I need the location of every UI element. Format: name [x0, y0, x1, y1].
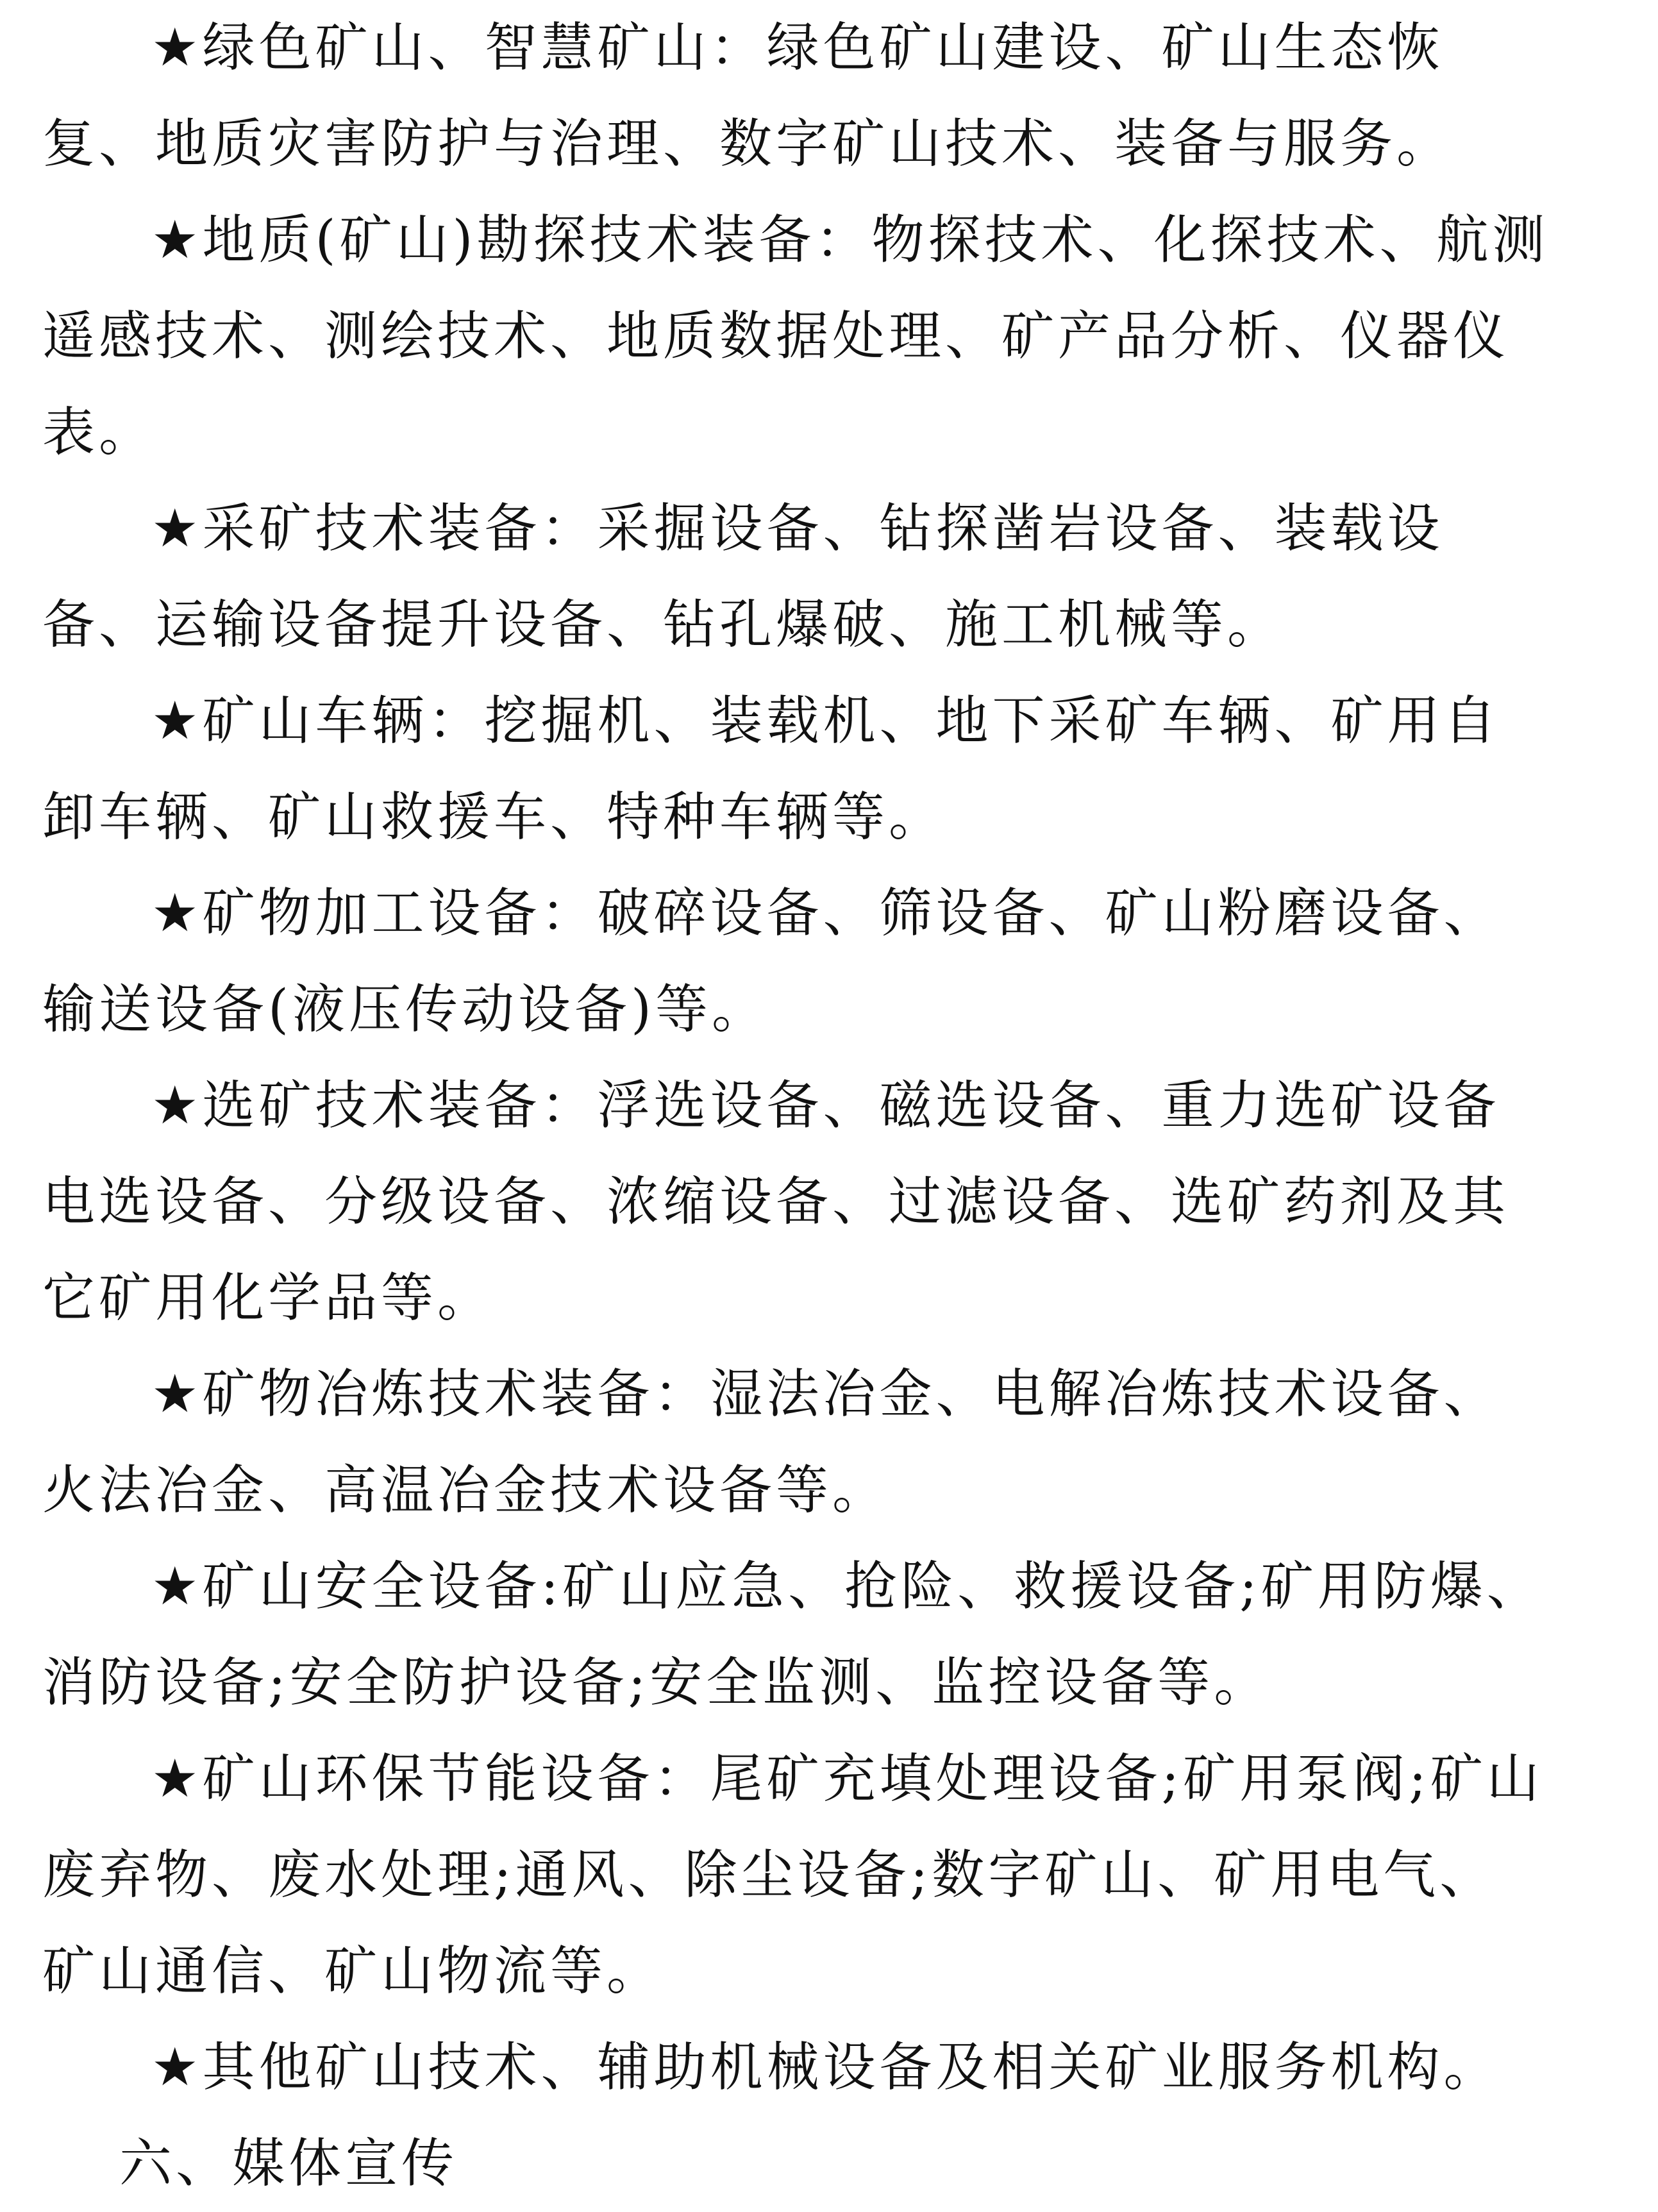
- star-bullet-icon: ★: [151, 691, 203, 751]
- exhibit-item-environmental: [42, 1731, 1549, 2020]
- item-text: 矿山安全设备:矿山应急、抢险、救援设备;矿用防爆、消防设备;安全防护设备;安全监测、监控设备等。: [42, 1556, 1543, 1713]
- item-text: 选矿技术装备：浮选设备、磁选设备、重力选矿设备电选设备、分级设备、浓缩设备、过滤设备、选矿药剂及其它矿用化学品等。: [42, 1075, 1510, 1328]
- item-text: 矿山环保节能设备：尾矿充填处理设备;矿用泵阀;矿山废弃物、废水处理;通风、除尘设备;数字矿山、矿用电气、矿山通信、矿山物流等。: [42, 1748, 1543, 2002]
- star-bullet-icon: ★: [151, 17, 203, 78]
- exhibit-item-mine-safety: [42, 1539, 1549, 1731]
- exhibit-item-geological-exploration: [42, 192, 1549, 481]
- exhibit-item-smelting: [42, 1346, 1549, 1539]
- item-text: 地质(矿山)勘探技术装备：物探技术、化探技术、航测遥感技术、测绘技术、地质数据处理、矿产品分析、仪器仪表。: [42, 210, 1549, 463]
- star-bullet-icon: ★: [151, 210, 203, 271]
- exhibit-item-mining-vehicles: [42, 673, 1549, 866]
- star-bullet-icon: ★: [151, 883, 203, 944]
- item-text: 矿物冶炼技术装备：湿法冶金、电解冶炼技术设备、火法冶金、高温冶金技术设备等。: [42, 1364, 1500, 1521]
- star-bullet-icon: ★: [151, 2037, 203, 2098]
- star-bullet-icon: ★: [151, 1556, 203, 1617]
- star-bullet-icon: ★: [151, 498, 203, 559]
- section-heading-media: 六、媒体宣传: [119, 2133, 458, 2194]
- item-text: 采矿技术装备：采掘设备、钻探凿岩设备、装载设备、运输设备提升设备、钻孔爆破、施工机械等。: [42, 498, 1444, 655]
- exhibit-item-green-mining: [42, 0, 1549, 192]
- exhibit-item-ore-dressing: [42, 1058, 1549, 1346]
- star-bullet-icon: ★: [151, 1075, 203, 1136]
- exhibit-item-mining-equipment: [42, 481, 1549, 673]
- item-text: 矿山车辆：挖掘机、装载机、地下采矿车辆、矿用自卸车辆、矿山救援车、特种车辆等。: [42, 691, 1500, 848]
- exhibit-item-other: [42, 2020, 1549, 2116]
- item-text: 绿色矿山、智慧矿山：绿色矿山建设、矿山生态恢复、地质灾害防护与治理、数字矿山技术、装备与服务。: [42, 17, 1453, 174]
- star-bullet-icon: ★: [151, 1748, 203, 1809]
- star-bullet-icon: ★: [151, 1364, 203, 1425]
- document-page: [42, 0, 1549, 2212]
- item-text: 其他矿山技术、辅助机械设备及相关矿业服务机构。: [202, 2037, 1500, 2098]
- item-text: 矿物加工设备：破碎设备、筛设备、矿山粉磨设备、输送设备(液压传动设备)等。: [42, 883, 1500, 1040]
- exhibit-item-mineral-processing: [42, 866, 1549, 1058]
